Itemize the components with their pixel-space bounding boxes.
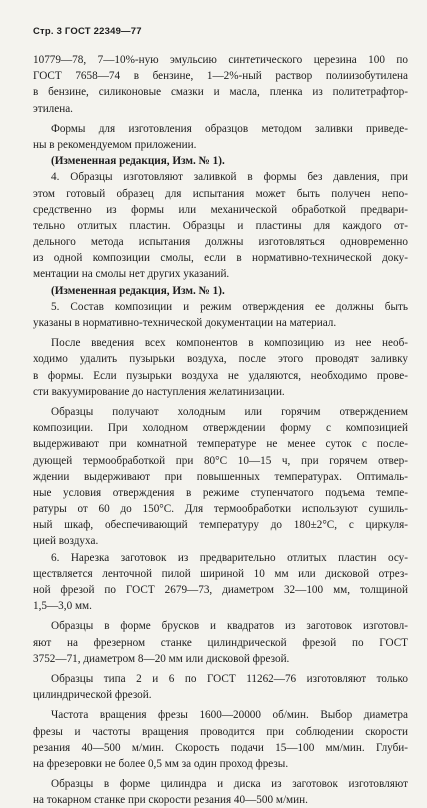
- text-line: из одной композиции смолы, если в нормативно-технической доку-: [33, 252, 408, 265]
- text-line: Образцы в форме брусков и квадратов из заготовок изготовл-: [51, 620, 408, 633]
- text-line: на токарном станке при скорости резания 40—500 м/мин.: [33, 794, 308, 807]
- text-line: резания 40—500 м/мин. Скорость подачи 15—100 мм/мин. Глуби-: [33, 741, 408, 754]
- text-line: в бензине, силиконовые смазки и масла, пленка из политетрафтор-: [33, 86, 408, 99]
- text-line: Образцы получают холодным или горячим отверждением: [51, 405, 408, 418]
- text-line: указаны в нормативно-технической документации на материал.: [33, 317, 337, 329]
- text-line: композиции. При холодном отверждении форму с композицией: [33, 422, 408, 435]
- text-line: цилиндрической фрезой.: [33, 689, 152, 702]
- text-line: 1,5—3,0 мм.: [33, 600, 92, 613]
- text-line: дующей термообработкой при 80°С 10—15 ч, при горячем отвер-: [33, 454, 408, 467]
- text-line: ГОСТ 7658—74 в бензине, 1—2%-ный раствор полиизобутилена: [33, 70, 408, 83]
- text-line: ществляется ленточной пилой шириной 10 мм или дисковой отрез-: [33, 567, 408, 580]
- text-line: ные условия отверждения в режиме ступенчатого подъема темпе-: [33, 486, 408, 499]
- text-line: фрезы и частоты вращения проводится при соблюдении скорости: [33, 725, 408, 738]
- text-line: дельного метода испытания должны изготовляться одновременно: [33, 236, 408, 249]
- document-body: [33, 52, 408, 808]
- text-line: Частота вращения фрезы 1600—20000 об/мин. Выбор диаметра: [51, 709, 408, 722]
- text-line: Формы для изготовления образцов методом заливки приведе-: [51, 122, 408, 135]
- amendment-note: (Измененная редакция, Изм. № 1).: [51, 284, 225, 297]
- text-line: 5. Состав композиции и режим отверждения ее должны быть: [51, 300, 408, 313]
- text-line: сти вакуумирование до наступления желатинизации.: [33, 385, 285, 398]
- text-line: средственно из формы или механической обработкой предвари-: [33, 203, 408, 216]
- text-line: После введения всех компонентов в композицию из нее необ-: [51, 337, 408, 350]
- text-line: 4. Образцы изготовляют заливкой в формы без давления, при: [51, 171, 408, 184]
- text-line: яют на фрезерном станке цилиндрической фрезой по ГОСТ: [33, 636, 408, 649]
- text-line: 10779—78, 7—10%-ную эмульсию синтетического церезина 100 по: [33, 54, 408, 66]
- text-line: Образцы типа 2 и 6 по ГОСТ 11262—76 изготовляют только: [51, 672, 408, 685]
- amendment-note: (Измененная редакция, Изм. № 1).: [51, 155, 225, 168]
- text-line: цией воздуха.: [33, 535, 99, 548]
- text-line: на фрезеровки не более 0,5 мм за один проход фрезы.: [33, 757, 289, 770]
- text-line: ждении выдерживают при повышенных температурах. Оптималь-: [33, 470, 408, 483]
- text-line: этилена.: [33, 102, 73, 115]
- text-line: Образцы в форме цилиндра и диска из заготовок изготовляют: [51, 778, 408, 791]
- text-line: этом готовый образец для испытания может быть получен непо-: [33, 187, 408, 200]
- text-line: выдерживают при комнатной температуре не менее суток с после-: [33, 438, 408, 451]
- text-line: в формы. Если пузырьки воздуха не удаляются, необходимо прове-: [33, 369, 408, 382]
- page-header: Стр. 3 ГОСТ 22349—77: [33, 26, 142, 37]
- text-line: 6. Нарезка заготовок из предварительно отлитых пластин осу-: [51, 551, 408, 564]
- text-line: тельно отлитых пластин. Образцы и пластины для каждого от-: [33, 219, 408, 232]
- text-line: ратуры от 60 до 150°С. Для термообработки используют сушиль-: [33, 503, 408, 516]
- text-line: ментации на смолы нет других указаний.: [33, 268, 230, 281]
- text-line: ной фрезой по ГОСТ 2679—73, диаметром 32—100 мм, толщиной: [33, 584, 408, 596]
- text-line: 3752—71, диаметром 8—20 мм или дисковой фрезой.: [33, 652, 290, 665]
- text-line: ходимо удалить пузырьки воздуха, после этого проводят заливку: [33, 353, 408, 366]
- text-line: ный шкаф, обеспечивающий температуру до 180±2°С, с циркуля-: [33, 519, 408, 532]
- text-line: ны в рекомендуемом приложении.: [33, 138, 197, 151]
